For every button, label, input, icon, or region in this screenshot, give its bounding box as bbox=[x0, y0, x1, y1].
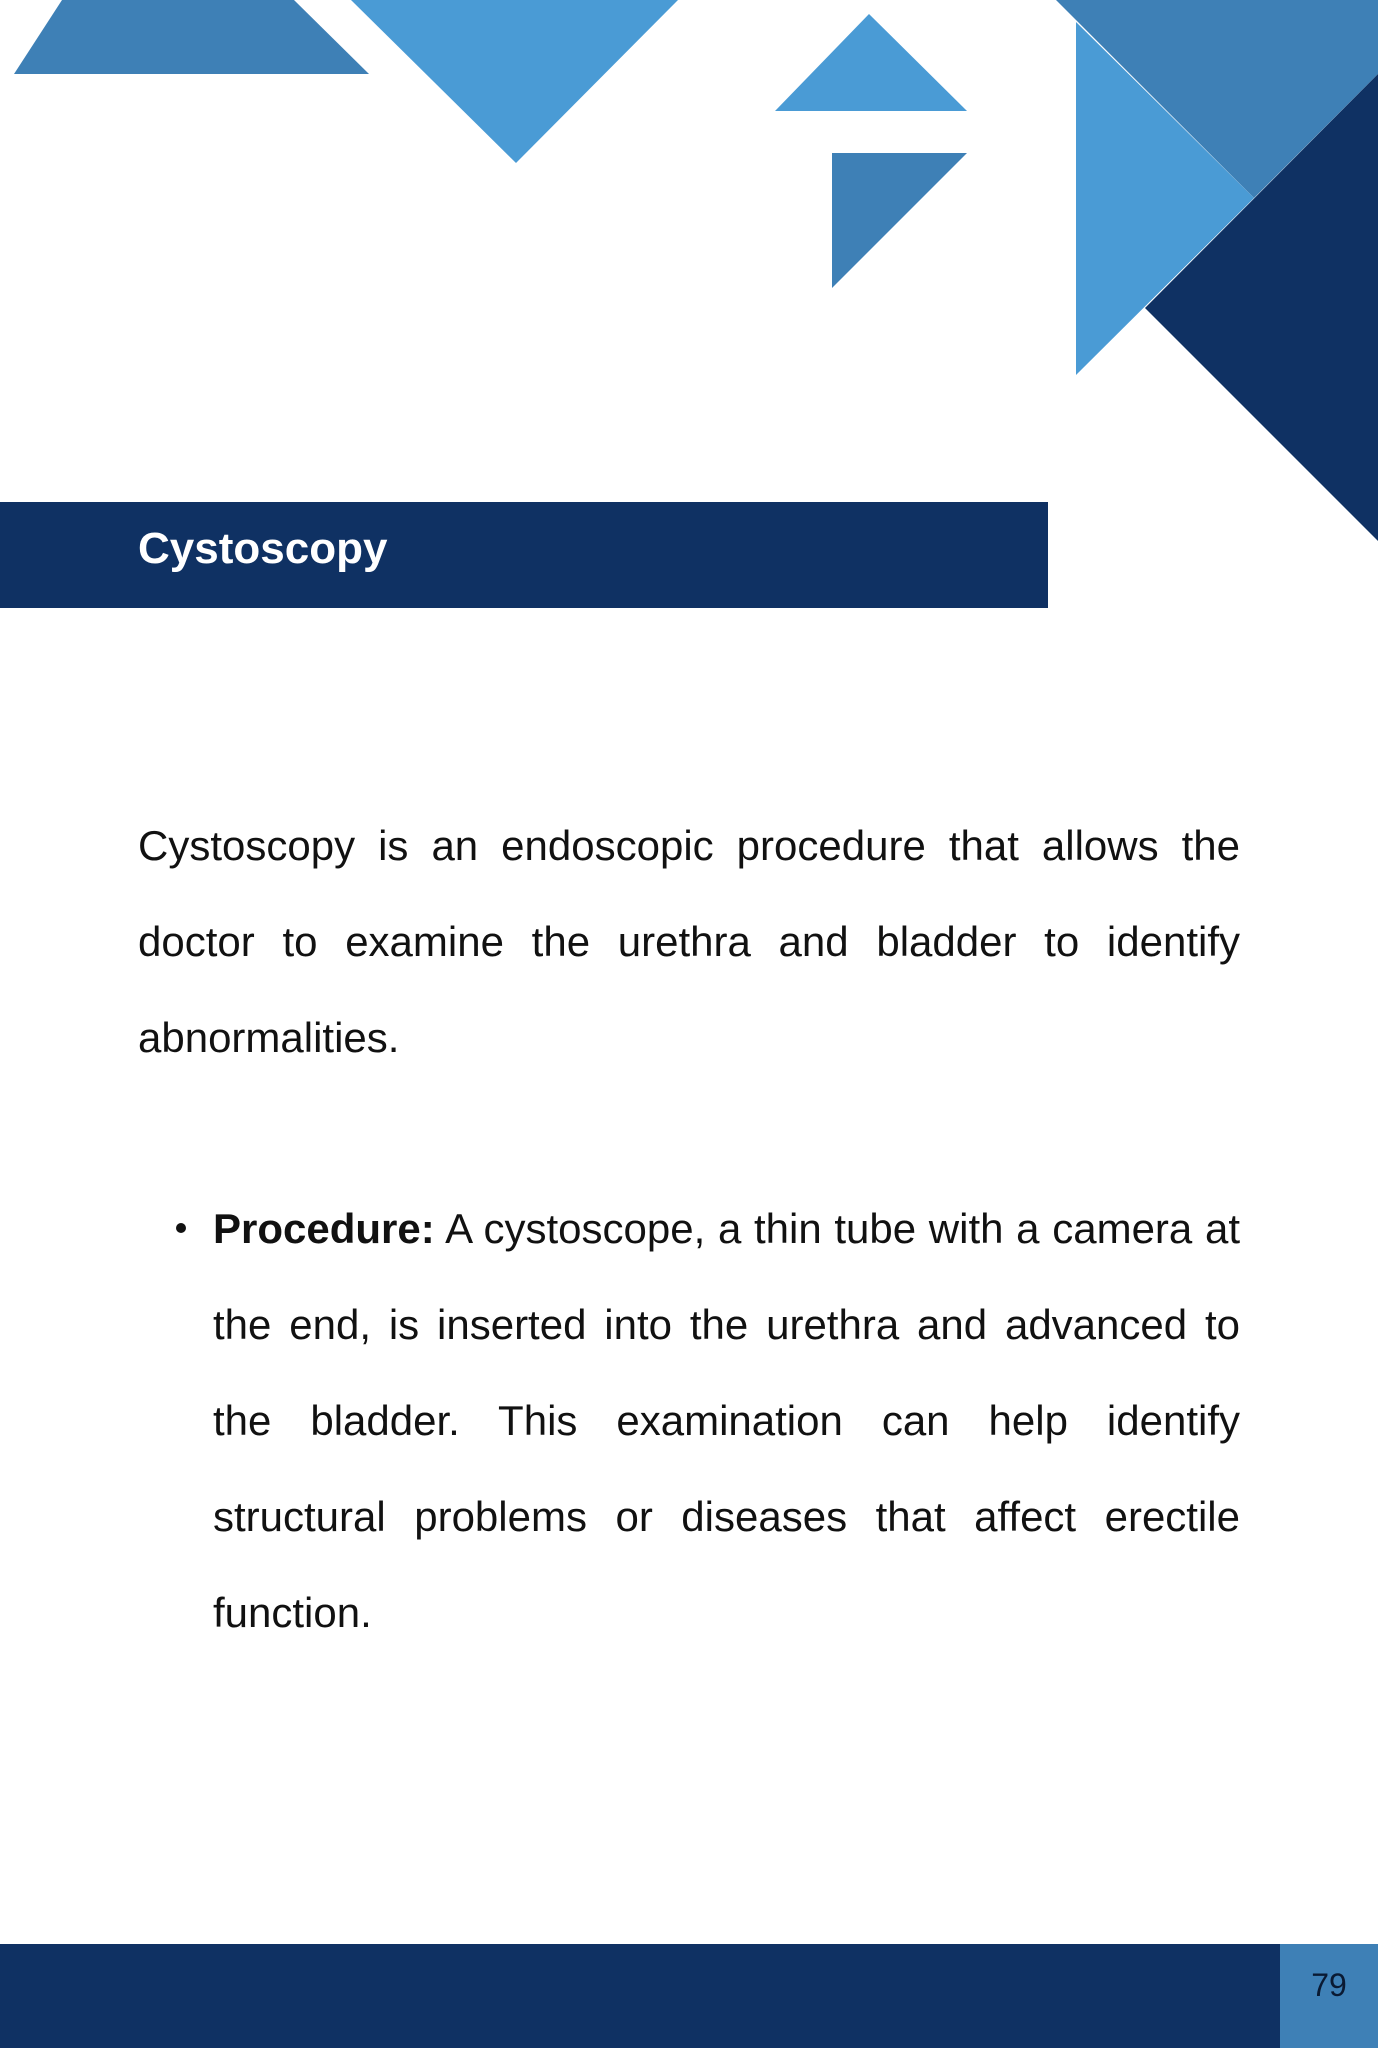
bullet-text: A cystoscope, a thin tube with a camera at the end, is inserted into the urethra and advanced to the bladder. This examination can help identify structural problems or diseases that affect erectile function. bbox=[213, 1205, 1240, 1636]
bullet-icon bbox=[176, 1223, 186, 1233]
bullet-term: Procedure: bbox=[213, 1205, 435, 1252]
triangle-top-center bbox=[351, 0, 678, 163]
bullet-list bbox=[213, 1181, 1240, 1661]
page-number: 79 bbox=[1311, 1967, 1347, 2003]
list-item bbox=[213, 1181, 1240, 1661]
footer-bar bbox=[0, 1944, 1280, 2048]
triangle-top-left bbox=[14, 0, 369, 74]
page-title: Cystoscopy bbox=[138, 524, 388, 573]
triangle-small-up bbox=[775, 14, 967, 111]
decorative-triangles bbox=[0, 0, 1378, 560]
intro-paragraph: Cystoscopy is an endoscopic procedure that allows the doctor to examine the urethra and bladder to identify abnormalities. bbox=[138, 822, 1240, 1061]
triangle-small-down bbox=[832, 153, 967, 288]
